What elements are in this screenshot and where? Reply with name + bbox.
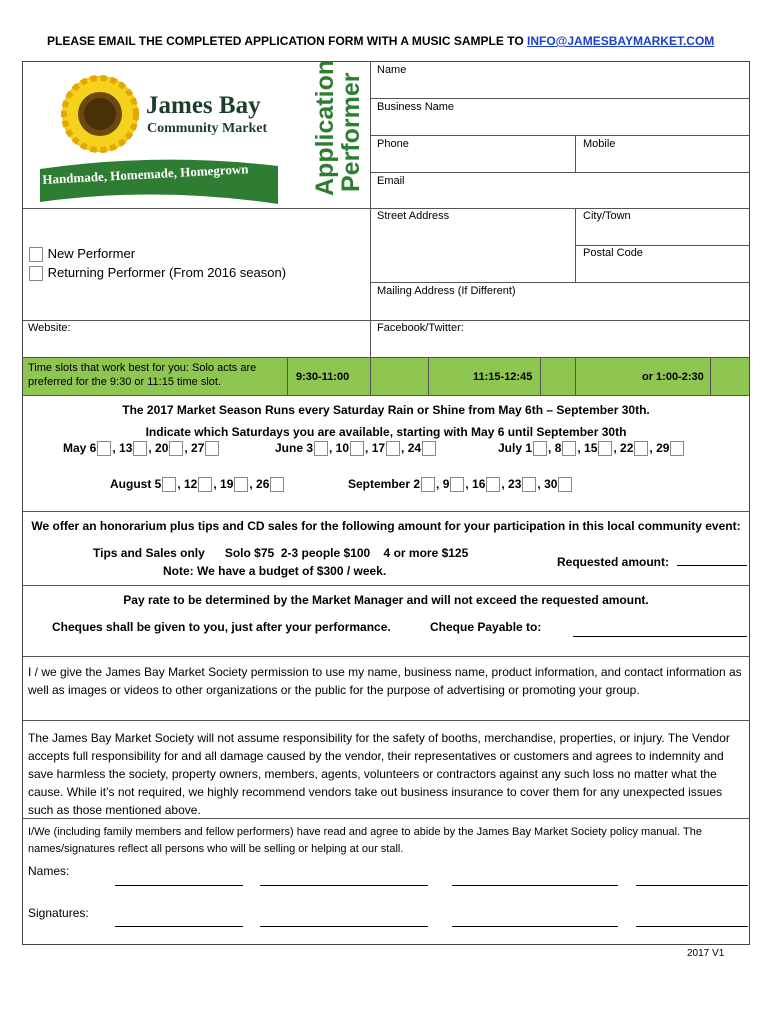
date-checkbox[interactable] [421,477,435,492]
season-text: The 2017 Market Season Runs every Saturday Rain or Shine from May 6th – September 30th. [122,403,650,417]
budget-note: Note: We have a budget of $300 / week. [163,564,387,578]
vertical-application: Application [311,59,339,196]
mailing-address-field[interactable]: Mailing Address (If Different) [377,285,516,297]
name-line[interactable] [452,885,618,886]
name-field[interactable]: Name [377,64,407,76]
new-performer-checkbox[interactable] [29,247,43,262]
date-checkbox[interactable] [450,477,464,492]
liability-paragraph: The James Bay Market Society will not assume responsibility for the safety of booths, merchandise, properties, or injury. The Vendor accepts full responsibility for and all damage caused by the vendor, their representatives or customers and agrees to indemnity and save harmless the society, property owners, members, agents, volunteers or contractors against any such loss no matter what the cause. While it’s not required, we highly recommend vendors take out business insurance to cover them for any unexpected issues such as those mentioned above. [28,731,730,817]
date-checkbox[interactable] [558,477,572,492]
street-address-field[interactable]: Street Address [377,210,450,222]
postal-code-field[interactable]: Postal Code [583,247,643,259]
date-checkbox[interactable] [598,441,612,456]
brand-title: James Bay [146,92,261,119]
date-checkbox[interactable] [670,441,684,456]
june-dates: June 3 , 10 , 17 , 24 [275,441,437,456]
slot-1115[interactable]: 11:15-12:45 [473,371,533,383]
facebook-field[interactable]: Facebook/Twitter: [377,322,464,334]
signature-line[interactable] [452,926,618,927]
date-checkbox[interactable] [169,441,183,456]
requested-amount-input[interactable] [677,565,747,566]
header-text: PLEASE EMAIL THE COMPLETED APPLICATION FORM WITH A MUSIC SAMPLE TO [47,34,528,48]
signatures-label: Signatures: [28,906,89,920]
date-checkbox[interactable] [562,441,576,456]
name-line[interactable] [115,885,243,886]
brand-subtitle: Community Market [147,121,268,136]
cheque-payable-label: Cheque Payable to: [430,620,542,634]
name-line[interactable] [260,885,428,886]
date-checkbox[interactable] [205,441,219,456]
city-field[interactable]: City/Town [583,210,631,222]
application-vertical [312,60,338,196]
pay-rate-text: Pay rate to be determined by the Market Manager and will not exceed the requested amount. [123,593,649,607]
september-dates: September 2 , 9 , 16 , 23 , 30 [348,477,573,492]
date-checkbox[interactable] [533,441,547,456]
cheque-payable-input[interactable] [573,636,747,637]
name-line[interactable] [636,885,748,886]
rates-text: Tips and Sales only Solo $75 2-3 people $100 4 or more $125 [93,546,469,560]
signature-line[interactable] [115,926,243,927]
performer-vertical [338,73,364,193]
date-checkbox[interactable] [522,477,536,492]
date-checkbox[interactable] [198,477,212,492]
july-dates: July 1 , 8 , 15 , 22 , 29 [498,441,685,456]
date-checkbox[interactable] [350,441,364,456]
time-slot-label: Time slots that work best for you: Solo acts are preferred for the 9:30 or 11:15 time slot. [28,362,257,388]
slot-100[interactable]: or 1:00-2:30 [642,371,704,383]
availability-instructions: Indicate which Saturdays you are available, starting with May 6 until September 30th [145,425,627,439]
mobile-field[interactable]: Mobile [583,138,616,150]
website-field[interactable]: Website: [28,322,71,334]
date-checkbox[interactable] [314,441,328,456]
names-label: Names: [28,864,70,878]
signature-line[interactable] [260,926,428,927]
vertical-performer: Performer [337,72,365,192]
agreement-paragraph: I/We (including family members and fellow performers) have read and agree to abide by the James Bay Market Society policy manual. The names/signatures reflect all persons who will be selling or helping at our stall. [28,826,702,855]
august-dates: August 5 , 12 , 19 , 26 [110,477,285,492]
email-instruction [47,34,714,48]
slot-930[interactable]: 9:30-11:00 [296,371,350,383]
permission-paragraph: I / we give the James Bay Market Society permission to use my name, business name, product information, and contact information as well as images or videos to other organizations or the public for the purpose of advertising or promoting your group. [28,665,742,697]
honorarium-intro: We offer an honorarium plus tips and CD sales for the following amount for your participation in this local community event: [31,519,741,533]
may-dates: May 6 , 13 , 20 , 27 [63,441,220,456]
returning-performer-label: Returning Performer (From 2016 season) [47,265,287,281]
date-checkbox[interactable] [234,477,248,492]
business-name-field[interactable]: Business Name [377,101,455,113]
date-checkbox[interactable] [386,441,400,456]
date-checkbox[interactable] [422,441,436,456]
brand-banner: Handmade, Homemade, Homegrown [42,161,249,187]
date-checkbox[interactable] [162,477,176,492]
date-checkbox[interactable] [270,477,284,492]
returning-performer-checkbox[interactable] [29,266,43,281]
date-checkbox[interactable] [133,441,147,456]
date-checkbox[interactable] [486,477,500,492]
email-field[interactable]: Email [377,175,405,187]
requested-amount-label: Requested amount: [557,555,670,569]
phone-field[interactable]: Phone [377,138,409,150]
cheques-text: Cheques shall be given to you, just after your performance. [52,620,391,634]
date-checkbox[interactable] [634,441,648,456]
email-link[interactable]: INFO@JAMESBAYMARKET.COM [527,34,715,48]
signature-line[interactable] [636,926,748,927]
date-checkbox[interactable] [97,441,111,456]
version-label: 2017 V1 [687,948,725,959]
performer-type [28,246,286,281]
new-performer-label: New Performer [47,246,136,261]
